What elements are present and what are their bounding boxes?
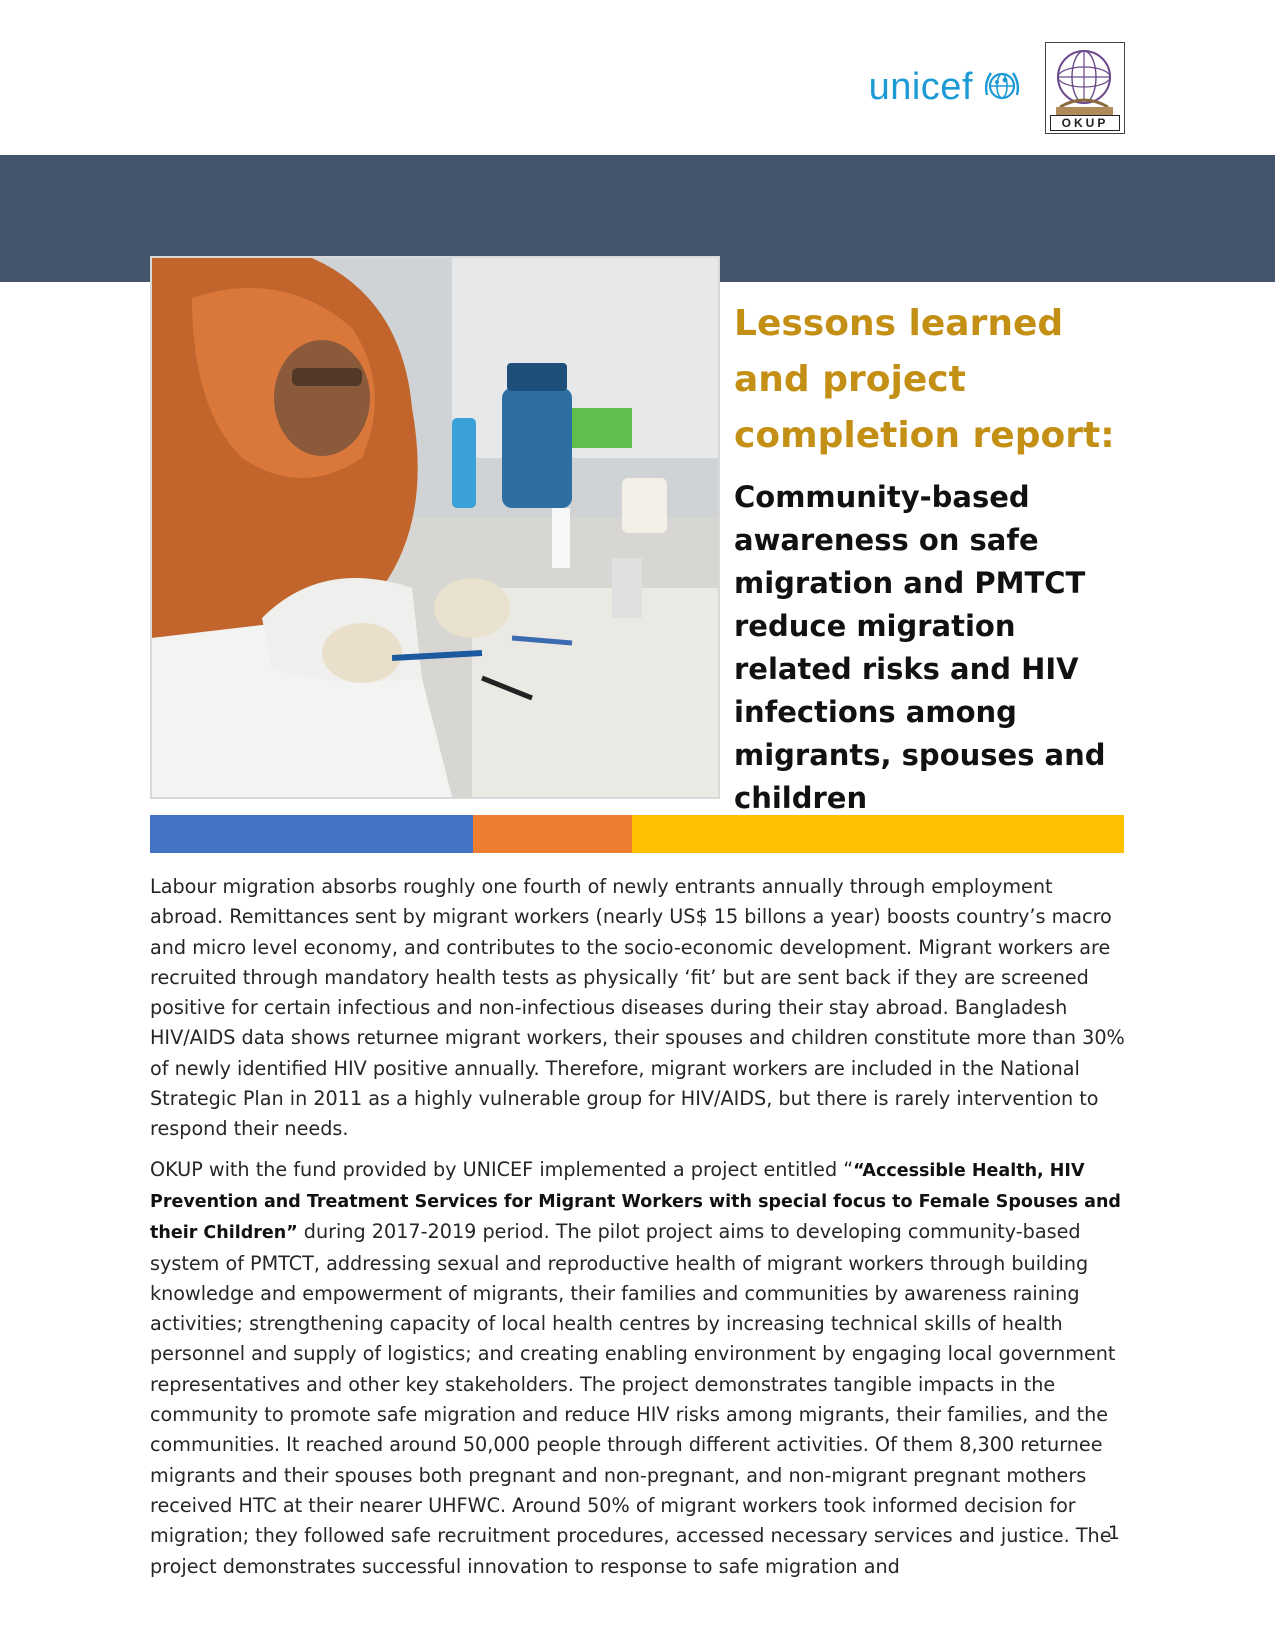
color-divider [150,815,1124,853]
body-text [150,872,1125,1592]
project-title: “Accessible Health, HIV Prevention and Treatment Services for Migrant Workers with special focus to Female Spouses and their Children” [150,1160,1121,1244]
paragraph-1: Labour migration absorbs roughly one fourth of newly entrants annually through employment abroad. Remittances sent by migrant workers (nearly US$ 15 billons a year) boosts country’s macro and micro level economy, and contributes to the socio-economic development. Migrant workers are recruited through mandatory health tests as physically ‘fit’ but are sent back if they are screened positive for certain infectious and non-infectious diseases during their stay abroad. Bangladesh HIV/AIDS data shows returnee migrant workers, their spouses and children constitute more than 30% of newly identified HIV positive annually. Therefore, migrant workers are included in the National Strategic Plan in 2011 as a highly vulnerable group for HIV/AIDS, but there is rarely intervention to respond their needs. [150,875,1125,1141]
paragraph-2-rest: during 2017-2019 period. The pilot project aims to developing community-based system of PMTCT, addressing sexual and reproductive health of migrant workers through building knowledge and empowerment of migrants, their families and communities by awareness raining activities; strengthening capacity of local health centres by increasing technical skills of health personnel and supply of logistics; and creating enabling environment by engaging local government representatives and other key stakeholders. The project demonstrates tangible impacts in the community to promote safe migration and reduce HIV risks among migrants, their families, and the communities. It reached around 50,000 people through different activities. Of them 8,300 returnee migrants and their spouses both pregnant and non-pregnant, and non-migrant pregnant mothers received HTC at their nearer UHFWC. Around 50% of migrant workers took informed decision for migration; they followed safe recruitment procedures, accessed necessary services and justice. The project demonstrates successful innovation to response to safe migration and [150,1220,1116,1578]
un-emblem-icon [981,65,1023,111]
divider-blue-segment [150,815,473,853]
header-logos [869,40,1125,135]
paragraph-2-intro: OKUP with the fund provided by UNICEF implemented a project entitled “ [150,1157,854,1181]
page-number: 1 [1107,1522,1120,1544]
unicef-logo [869,65,1023,111]
divider-orange-segment [473,815,632,853]
paragraph-2 [150,1155,1125,1582]
title-block [734,296,1134,820]
divider-gold-segment [632,815,1124,853]
unicef-wordmark: unicef [868,66,973,108]
okup-wordmark: OKUP [1050,115,1120,131]
report-subtitle: Community-based awareness on safe migration and PMTCT reduce migration related risks and HIV infections among migrants, spouses and children [734,480,1106,815]
okup-logo [1045,42,1125,134]
cover-photo [150,256,720,799]
report-title: Lessons learned and project completion report: [734,303,1115,456]
